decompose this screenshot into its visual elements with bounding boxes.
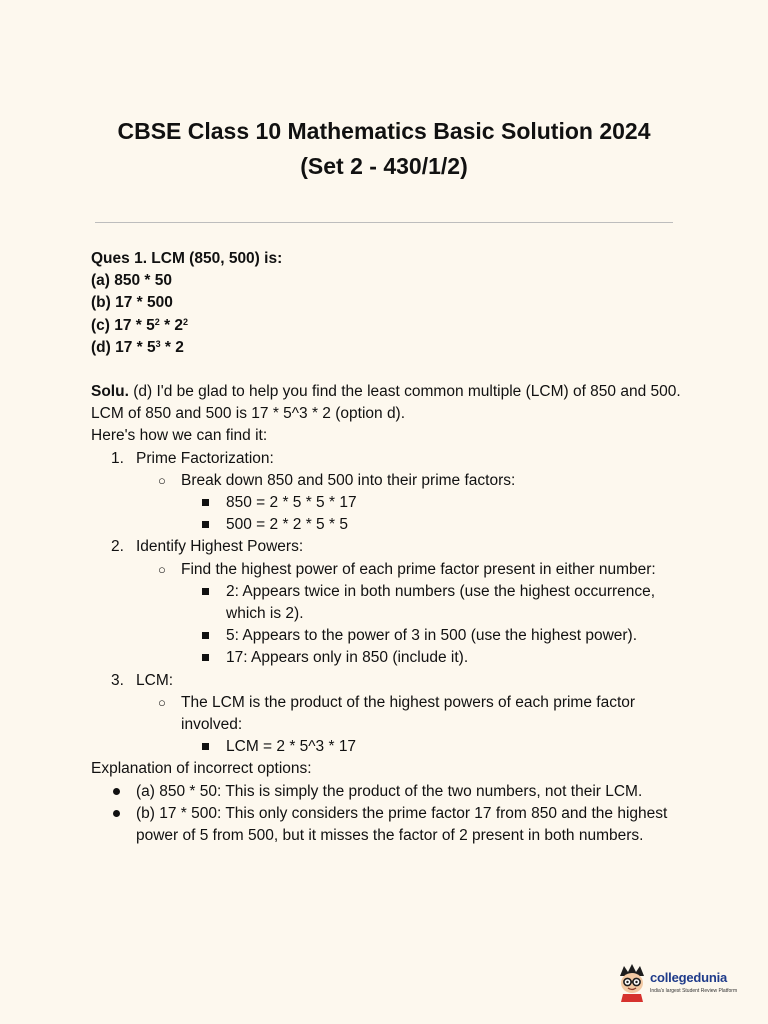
option-a: (a) 850 * 50 <box>91 272 172 290</box>
logo-wordmark: collegedunia <box>650 970 728 985</box>
page-title-line-2: (Set 2 - 430/1/2) <box>300 153 468 179</box>
detail-item-text: 500 = 2 * 2 * 5 * 5 <box>226 516 348 534</box>
disc-bullet-icon <box>113 788 120 795</box>
option-b: (b) 17 * 500 <box>91 294 173 312</box>
collegedunia-logo <box>616 962 740 1002</box>
question-block <box>91 248 681 359</box>
step-sublist <box>136 692 681 759</box>
step-item <box>91 670 681 759</box>
question-stem: Ques 1. LCM (850, 500) is: <box>91 250 283 267</box>
square-bullet-icon <box>202 632 209 639</box>
detail-item <box>181 647 681 669</box>
solution-how-line: Here's how we can find it: <box>91 427 268 445</box>
square-bullet-icon <box>202 521 209 528</box>
option-d-suffix: * 2 <box>160 338 184 356</box>
sub-item-text: The LCM is the product of the highest powers of each prime factor involved: <box>181 693 636 734</box>
incorrect-option-text: (b) 17 * 500: This only considers the prime factor 17 from 850 and the highest power of 5 from 500, but it misses the factor of 2 present in both numbers. <box>136 804 668 845</box>
solution-intro <box>91 381 681 403</box>
square-bullet-icon <box>202 743 209 750</box>
detail-item <box>181 736 681 758</box>
option-c-base: (c) 17 * 5 <box>91 316 155 334</box>
logo-tagline: India's largest Student Review Platform <box>650 988 738 994</box>
incorrect-option-text: (a) 850 * 50: This is simply the product of the two numbers, not their LCM. <box>136 782 643 800</box>
detail-item <box>181 492 681 514</box>
sub-item <box>136 692 681 759</box>
step-sublist <box>136 470 681 537</box>
detail-item-text: 5: Appears to the power of 3 in 500 (use the highest power). <box>226 627 638 645</box>
sub-item-text: Find the highest power of each prime factor present in either number: <box>181 560 656 578</box>
detail-list <box>181 581 681 670</box>
detail-item-text: LCM = 2 * 5^3 * 17 <box>226 738 357 756</box>
page-title-line-1: CBSE Class 10 Mathematics Basic Solution 2024 <box>117 118 651 144</box>
detail-item <box>181 581 681 625</box>
detail-item-text: 17: Appears only in 850 (include it). <box>226 649 469 667</box>
horizontal-divider <box>95 222 673 223</box>
step-item <box>91 536 681 669</box>
mascot-icon <box>616 962 648 1002</box>
detail-item <box>181 514 681 536</box>
step-title: Prime Factorization: <box>136 449 274 467</box>
option-c-middle: * 2 <box>159 316 184 334</box>
step-number: 3. <box>111 671 124 689</box>
square-bullet-icon <box>202 499 209 506</box>
incorrect-options-heading: Explanation of incorrect options: <box>91 760 312 778</box>
solution-steps <box>91 448 681 759</box>
solution-intro-text: (d) I'd be glad to help you find the least common multiple (LCM) of 850 and 500. <box>128 383 681 401</box>
detail-list <box>181 492 681 536</box>
detail-item-text: 850 = 2 * 5 * 5 * 17 <box>226 494 357 512</box>
option-d-base: (d) 17 * 5 <box>91 338 156 356</box>
option-c-exponent-1: 2 <box>154 316 160 327</box>
detail-list <box>181 736 681 758</box>
option-c-exponent-2: 2 <box>183 316 189 327</box>
circle-bullet-icon: ○ <box>158 472 166 488</box>
circle-bullet-icon: ○ <box>158 561 166 577</box>
solution-answer-line: LCM of 850 and 500 is 17 * 5^3 * 2 (option d). <box>91 405 406 423</box>
step-number: 2. <box>111 538 124 556</box>
step-item <box>91 448 681 537</box>
option-c <box>91 315 681 337</box>
solution-label: Solu. <box>91 383 129 401</box>
disc-bullet-icon <box>113 810 120 817</box>
sub-item-text: Break down 850 and 500 into their prime factors: <box>181 471 516 489</box>
square-bullet-icon <box>202 654 209 661</box>
sub-item <box>136 470 681 537</box>
sub-item <box>136 559 681 670</box>
detail-item <box>181 625 681 647</box>
option-d-exponent: 3 <box>155 338 161 349</box>
step-number: 1. <box>111 449 124 467</box>
detail-item-text: 2: Appears twice in both numbers (use the highest occurrence, which is 2). <box>226 582 656 623</box>
incorrect-options-list <box>91 781 681 848</box>
step-title: Identify Highest Powers: <box>136 538 304 556</box>
incorrect-option-item <box>91 781 681 803</box>
page-title <box>0 114 768 184</box>
step-sublist <box>136 559 681 670</box>
document-body <box>91 248 681 847</box>
option-d <box>91 337 681 359</box>
incorrect-option-item <box>91 803 681 847</box>
circle-bullet-icon: ○ <box>158 694 166 710</box>
step-title: LCM: <box>136 671 174 689</box>
square-bullet-icon <box>202 588 209 595</box>
